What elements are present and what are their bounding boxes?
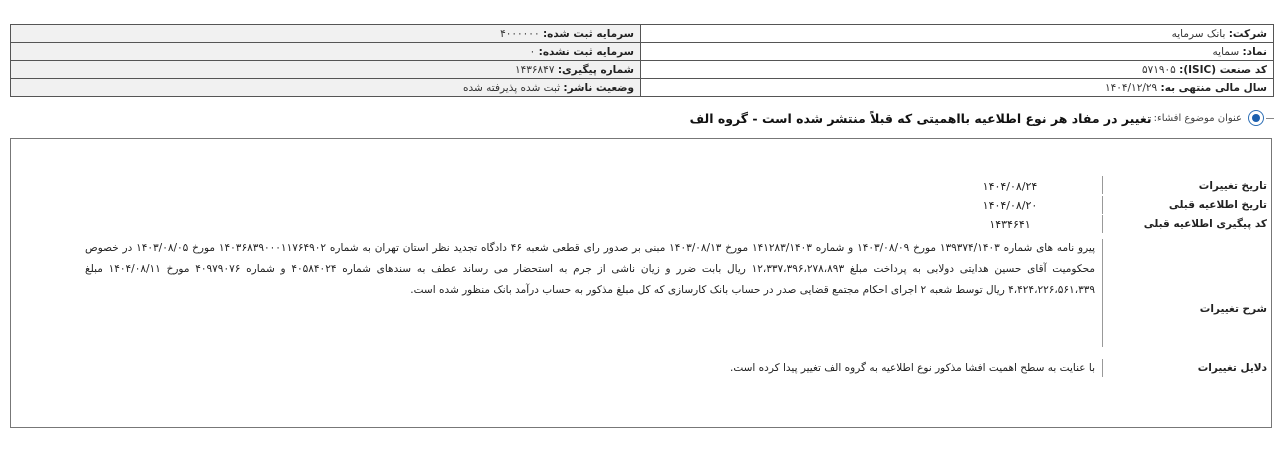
registered-capital-cell: [11, 25, 641, 43]
fiscal-year-label: سال مالی منتهی به:: [1160, 81, 1267, 94]
company-value: بانک سرمایه: [1171, 27, 1226, 40]
subject-label: عنوان موضوع افشاء:: [1153, 112, 1242, 124]
change-date-value: ۱۴۰۴/۰۸/۲۴: [982, 180, 1038, 193]
isic-label: کد صنعت (ISIC):: [1179, 63, 1267, 76]
publisher-status-value: ثبت شده پذیرفته شده: [463, 81, 561, 94]
fiscal-year-cell: [641, 79, 1274, 97]
registered-capital-label: سرمایه ثبت شده:: [542, 27, 634, 40]
symbol-value: سمایه: [1212, 45, 1240, 58]
subject-line: [10, 108, 1274, 128]
tracking-label: شماره پیگیری:: [557, 63, 634, 76]
reason-label: دلایل تغییرات: [1197, 362, 1267, 374]
change-date-label: تاریخ تغییرات: [1198, 180, 1267, 192]
change-date-divider: [1102, 176, 1103, 194]
prev-tracking-divider: [1102, 215, 1103, 233]
tracking-value: ۱۴۳۶۸۴۷: [514, 63, 555, 76]
fiscal-year-value: ۱۴۰۴/۱۲/۲۹: [1104, 81, 1158, 94]
company-cell: [641, 25, 1274, 43]
description-divider: [1102, 239, 1103, 347]
unregistered-capital-cell: [11, 43, 641, 61]
details-panel: [10, 138, 1272, 428]
description-text: پیرو نامه های شماره ۱۳۹۳۷۴/۱۴۰۳ مورخ ۱۴۰۳/۰۸/۰۹ و شماره ۱۴۱۲۸۳/۱۴۰۳ مورخ ۱۴۰۳/۰۸/۱۳ مبنی بر صدور رای قطعی شعبه ۴۶ دادگاه تجدید نظر استان تهران به شماره ۱۴۰۳۶۸۳۹۰۰۰۱۱۷۶۴۹۰۲ مورخ ۱۴۰۳/۰۸/۰۵ در خصوص محکومیت آقای حسین هدایتی دولابی به پرداخت مبلغ ۱۲،۳۳۷،۳۹۶،۲۷۸،۸۹۳ ریال بابت ضرر و زیان ناشی از جرم به استحضار می رساند عطف به سندهای شماره ۴۰۵۸۴۰۲۴ و شماره ۴۰۹۷۹۰۷۶ مورخ ۱۴۰۴/۰۸/۱۱ مبلغ ۴،۴۲۴،۲۲۶،۵۶۱،۳۳۹ ریال توسط شعبه ۲ اجرای احکام مجتمع قضایی صدر در حساب بانک کارسازی که کل مبلغ مذکور به حساب درآمد بانک منظور شده است.: [85, 242, 1096, 296]
symbol-label: نماد:: [1242, 45, 1267, 58]
subject-title: تغییر در مفاد هر نوع اطلاعیه بااهمیتی که قبلاً منتشر شده است - گروه الف: [689, 110, 1152, 126]
subject-lead-line: [1266, 118, 1274, 119]
company-info-table: [10, 24, 1274, 97]
prev-notice-date-divider: [1102, 196, 1103, 214]
isic-value: ۵۷۱۹۰۵: [1141, 63, 1176, 76]
description-label: شرح تغییرات: [1199, 303, 1267, 315]
publisher-status-cell: [11, 79, 641, 97]
reason-divider: [1102, 359, 1103, 377]
publisher-status-label: وضعیت ناشر:: [563, 81, 634, 94]
unregistered-capital-label: سرمایه ثبت نشده:: [538, 45, 634, 58]
bullet-target-icon: [1248, 110, 1264, 126]
prev-notice-date-label: تاریخ اطلاعیه قبلی: [1168, 199, 1267, 211]
company-label: شرکت:: [1228, 27, 1267, 40]
prev-tracking-value: ۱۴۳۴۶۴۱: [989, 218, 1031, 231]
prev-tracking-label: کد پیگیری اطلاعیه قبلی: [1143, 218, 1267, 230]
reason-text: با عنایت به سطح اهمیت افشا مذکور نوع اطلاعیه به گروه الف تغییر پیدا کرده است.: [729, 362, 1095, 374]
unregistered-capital-value: ۰: [529, 45, 536, 58]
registered-capital-value: ۴۰۰۰۰۰۰: [500, 27, 540, 40]
symbol-cell: [641, 43, 1274, 61]
prev-notice-date-value: ۱۴۰۴/۰۸/۲۰: [982, 199, 1038, 212]
isic-cell: [641, 61, 1274, 79]
tracking-cell: [11, 61, 641, 79]
